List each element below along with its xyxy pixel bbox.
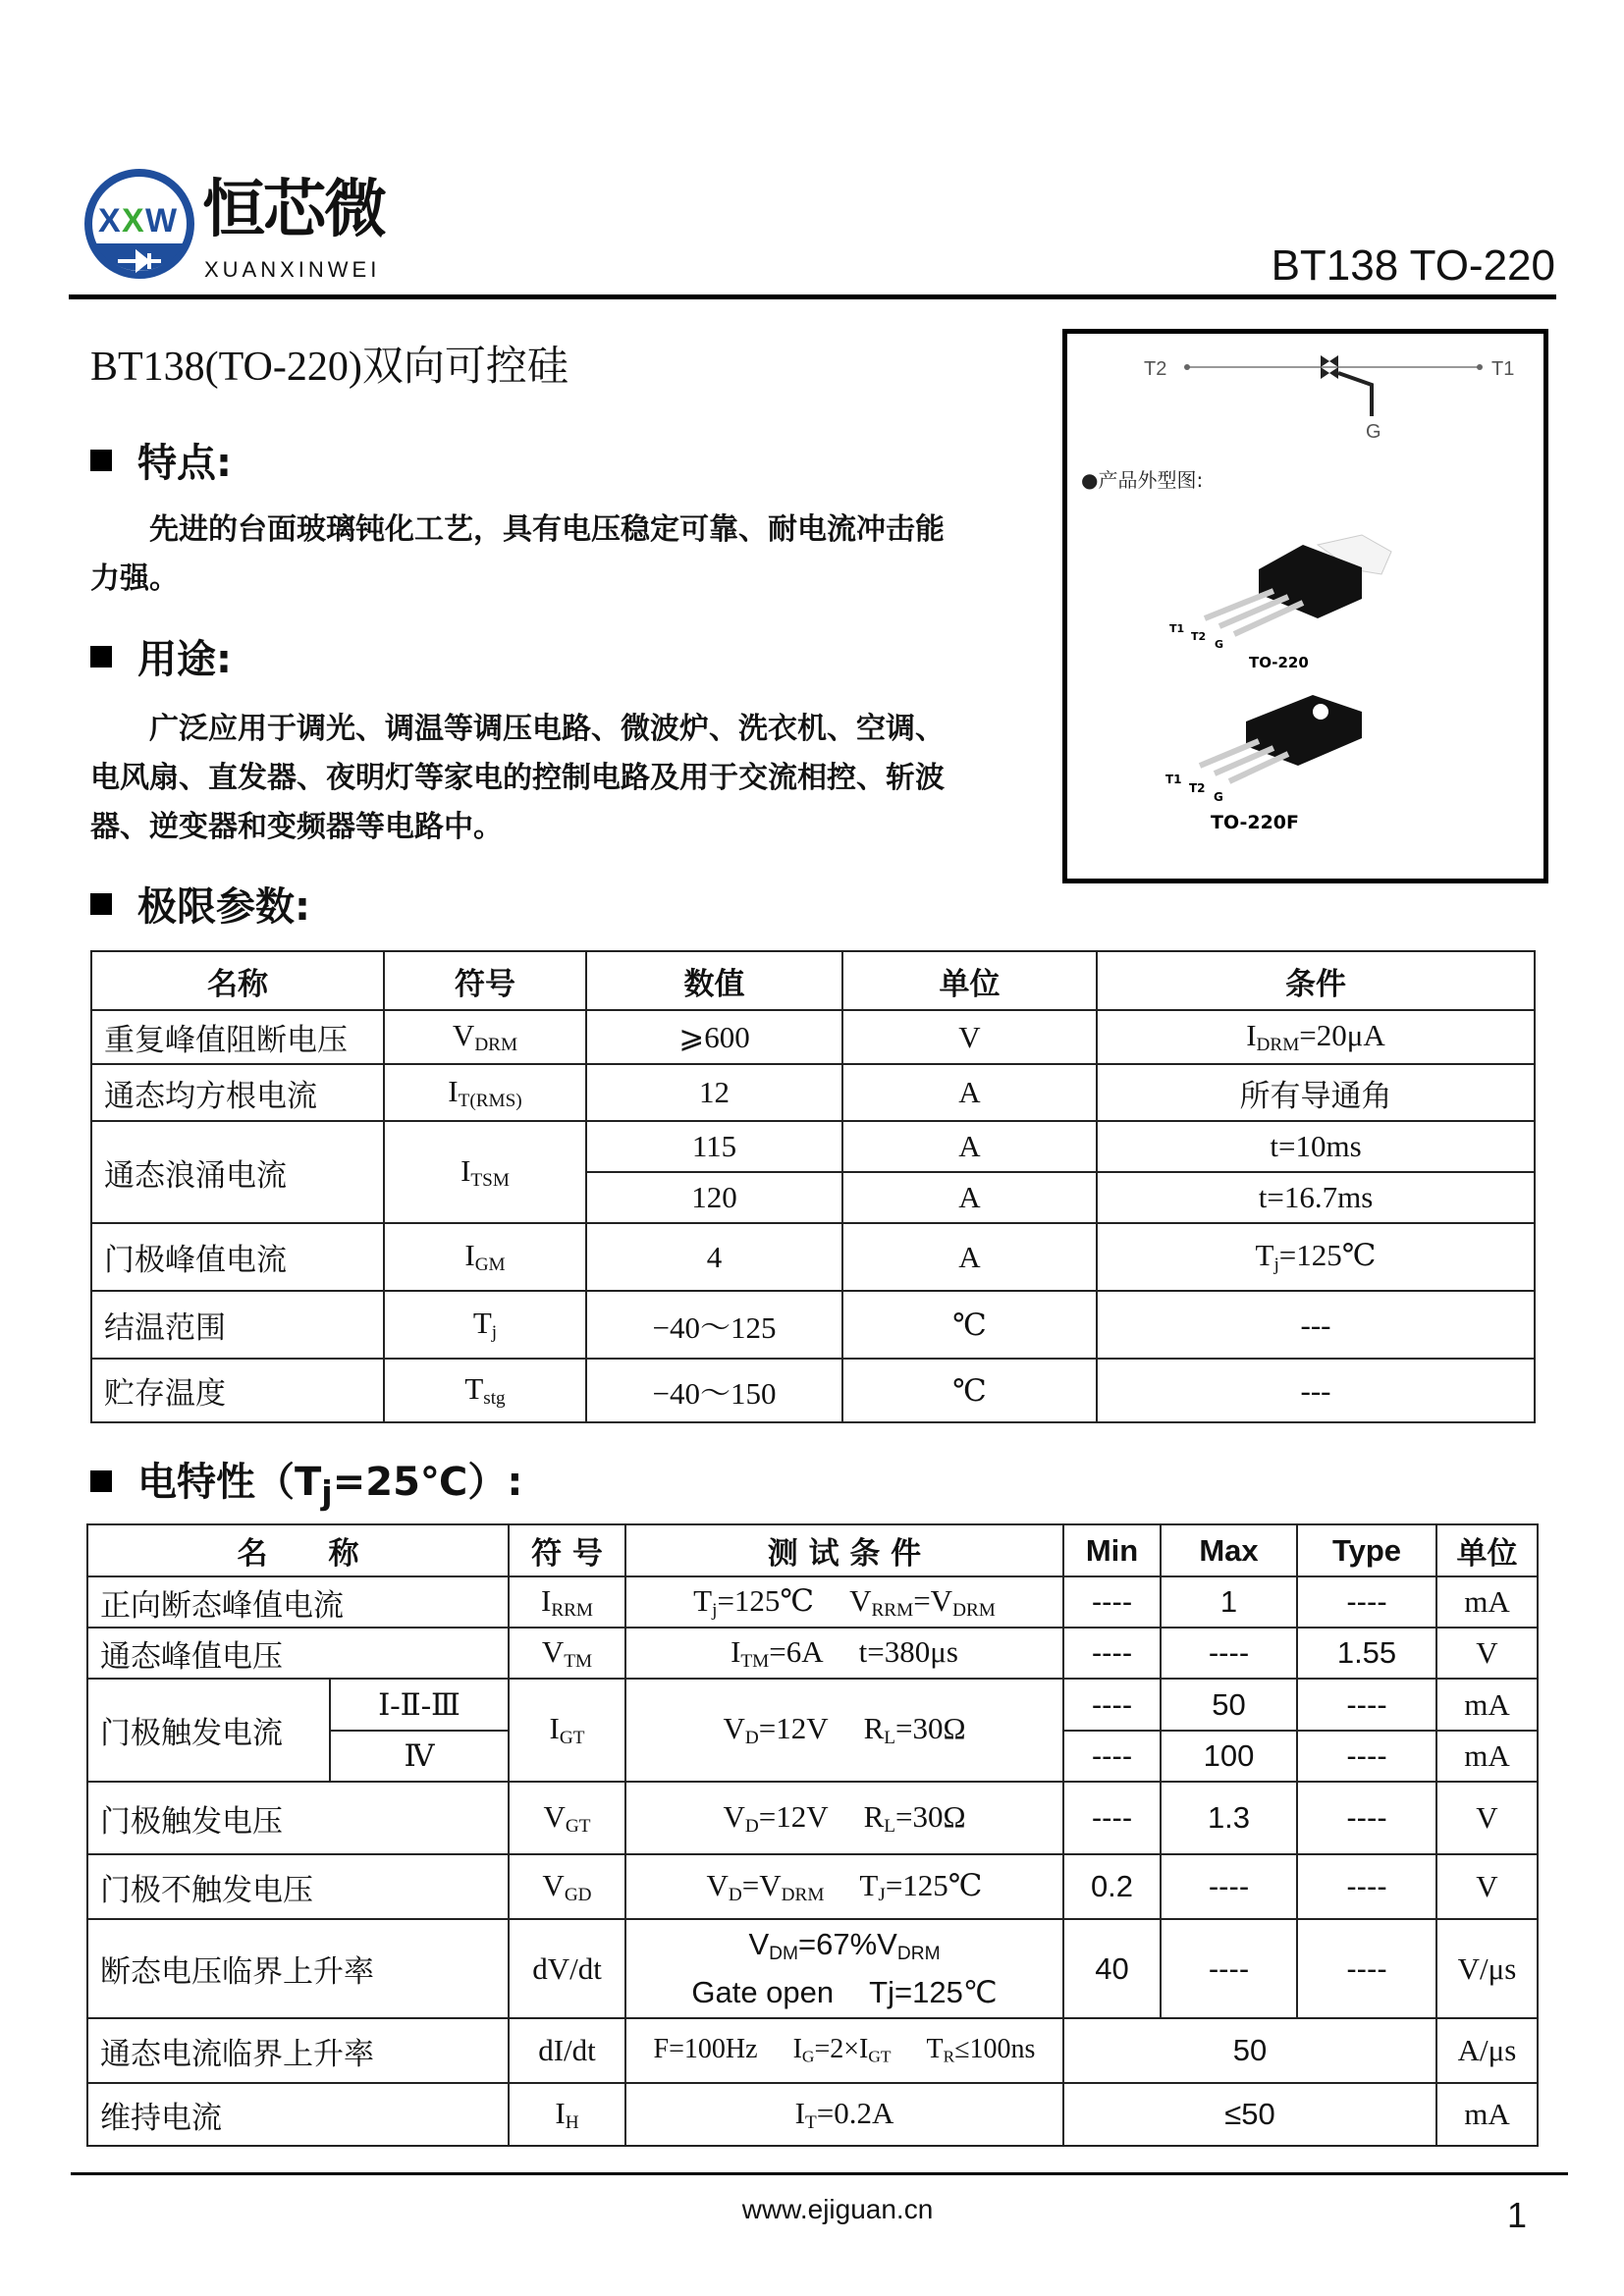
outline-label: ●产品外型图:	[1081, 468, 1204, 492]
table-row: 通态峰值电压 $V_{TM}$ $I_{TM}=6A$ t=380μs ---- ---- 1.55 V	[87, 1628, 1538, 1679]
triac-symbol-icon	[1321, 355, 1372, 416]
table-row: 通态电流临界上升率 dI/dt F=100Hz $I_G=2\times I_{GT}$ $T_R\le 100ns$ 50 A/μs	[87, 2018, 1538, 2083]
table-row: Ⅳ ---- 100 ---- mA	[87, 1731, 1538, 1782]
table-row: 贮存温度 $T_{stg}$ −40～150 ℃ ---	[91, 1359, 1535, 1422]
table-row: 门极触发电流 Ⅰ-Ⅱ-Ⅲ $I_{GT}$ $V_D=12V$ $R_L=30\Omega$ ---- 50 ---- mA	[87, 1679, 1538, 1731]
part-number: BT138 TO-220	[1271, 241, 1555, 290]
pin-g-label: G	[1215, 638, 1224, 651]
t2-label: T2	[1144, 358, 1167, 380]
page-number: 1	[1507, 2195, 1528, 2235]
to220-package-icon	[1205, 535, 1391, 634]
package-to220-label: TO-220	[1249, 654, 1309, 671]
brand-name-cn: 恒芯微	[202, 174, 385, 246]
limits-heading: 极限参数:	[90, 876, 310, 932]
t1-label: T1	[1491, 358, 1515, 380]
table-row: 通态浪涌电流 $I_{TSM}$ 115 A t=10ms	[91, 1121, 1535, 1172]
table-row: 正向断态峰值电流 $I_{RRM}$ $T_j=125℃$ $V_{RRM}=V_{DRM}$ ---- 1 ---- mA	[87, 1576, 1538, 1628]
electrical-table	[86, 1523, 1539, 2147]
bullet-square-icon	[90, 1470, 112, 1492]
bullet-square-icon	[90, 893, 112, 915]
table-row: 重复峰值阻断电压 $V_{DRM}$ ⩾600 V $I_{DRM}=20\mu A$	[91, 1010, 1535, 1064]
package-to220f-label: TO-220F	[1211, 812, 1299, 833]
svg-text:X: X	[122, 202, 144, 240]
figure-box	[1062, 329, 1548, 883]
triac-figure	[1067, 334, 1543, 879]
to220f-package-icon	[1200, 695, 1362, 781]
table-row: 门极触发电压 $V_{GT}$ $V_D=12V$ $R_L=30\Omega$ ---- 1.3 ---- V	[87, 1782, 1538, 1854]
table-row: 门极峰值电流 $I_{GM}$ 4 A $T_j=125℃$	[91, 1223, 1535, 1291]
brand-name-en: XUANXINWEI	[204, 257, 381, 282]
footer-rule	[71, 2172, 1568, 2175]
features-text: 先进的台面玻璃钝化工艺，具有电压稳定可靠、耐电流冲击能力强。	[90, 512, 945, 596]
logo-mark-icon	[82, 167, 200, 285]
bullet-square-icon	[90, 646, 112, 667]
pin-g-label-220f: G	[1214, 790, 1223, 804]
svg-text:X: X	[98, 202, 121, 240]
table-row: 门极不触发电压 $V_{GD}$ $V_D=V_{DRM}$ $T_J=125℃$ 0.2 ---- ---- V	[87, 1854, 1538, 1919]
table-row: 结温范围 $T_j$ −40～125 ℃ ---	[91, 1291, 1535, 1359]
header-rule	[69, 294, 1556, 299]
pin-t1-label-220f: T1	[1165, 773, 1182, 786]
bullet-square-icon	[90, 450, 112, 471]
pin-t1-label: T1	[1169, 622, 1185, 635]
uses-text: 广泛应用于调光、调温等调压电路、微波炉、洗衣机、空调、电风扇、直发器、夜明灯等家电的控制电路及用于交流相控、斩波器、逆变器和变频器等电路中。	[90, 712, 945, 844]
table-row: 断态电压临界上升率 dV/dt $V_{DM}=67\%V_{DRM}$ Gate open Tj=125℃ 40 ---- ---- V/μs	[87, 1919, 1538, 2018]
limits-table	[90, 950, 1536, 1423]
table-row: 维持电流 $I_H$ $I_T=0.2A$ ≤50 mA	[87, 2083, 1538, 2146]
features-heading: 特点:	[90, 432, 232, 488]
logo	[82, 167, 416, 285]
electrical-heading: 电特性$(T_j=25℃)$:	[90, 1451, 522, 1512]
pin-t2-label: T2	[1191, 630, 1207, 643]
svg-text:W: W	[145, 202, 178, 240]
table-header-row: 名 称 符 号 测 试 条 件 Min Max Type 单位	[87, 1524, 1538, 1576]
pin-t2-label-220f: T2	[1189, 781, 1206, 795]
page-title: BT138(TO-220)双向可控硅	[90, 345, 568, 390]
table-row: 通态均方根电流 $I_{T(RMS)}$ 12 A 所有导通角	[91, 1064, 1535, 1121]
g-label: G	[1366, 421, 1381, 443]
table-row: 120 A t=16.7ms	[91, 1172, 1535, 1223]
uses-heading: 用途:	[90, 628, 232, 684]
footer-url[interactable]: www.ejiguan.cn	[741, 2194, 934, 2224]
table-header-row: 名称 符号 数值 单位 条件	[91, 951, 1535, 1010]
